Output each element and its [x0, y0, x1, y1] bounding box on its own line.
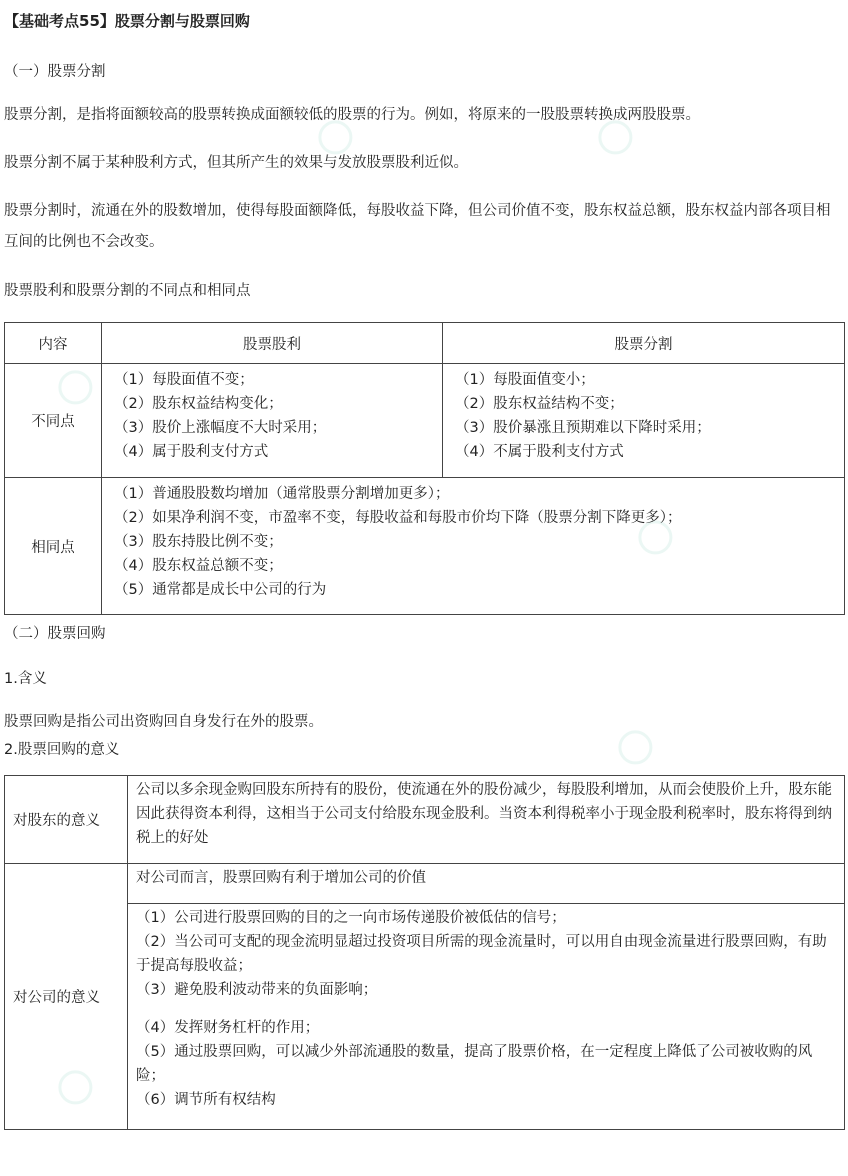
list-item: （2）如果净利润不变，市盈率不变，每股收益和每股市价均下降（股票分割下降更多）；	[114, 510, 682, 526]
shareholder-cell: 公司以多余现金购回股东所持有的股份，使流通在外的股份减少，每股股利增加，从而会使股价上升，股东能因此获得资本利得，这相当于公司支付给股东现金股利。当资本利得税率小于现金股利税率时，股东将得到纳税上的好处	[128, 776, 845, 864]
list-item: （1）每股面值不变；	[114, 372, 254, 388]
paragraph: 股票股利和股票分割的不同点和相同点	[4, 283, 251, 299]
watermark	[591, 31, 718, 158]
company-intro-cell: 对公司而言，股票回购有利于增加公司的价值	[128, 864, 845, 904]
split-cell	[443, 364, 845, 478]
row-label-diff: 不同点	[5, 364, 102, 478]
list-item: （1）普通股股数均增加（通常股票分割增加更多）；	[114, 486, 450, 502]
row-label-same: 相同点	[5, 478, 102, 615]
watermark	[311, 31, 438, 158]
row-label-shareholder: 对股东的意义	[5, 776, 128, 864]
subheading: 1.含义	[4, 671, 47, 687]
page-title: 【基础考点55】股票分割与股票回购	[4, 12, 250, 30]
same-cell	[102, 478, 845, 615]
list-item: （3）股价上涨幅度不大时采用；	[114, 420, 327, 436]
list-item: （4）发挥财务杠杆的作用；	[136, 1020, 320, 1036]
paragraph: 股票分割，是指将面额较高的股票转换成面额较低的股票的行为。例如，将原来的一股股票转换成两股股票。	[4, 107, 700, 123]
comparison-table	[4, 322, 845, 615]
list-item: （3）避免股利波动带来的负面影响；	[136, 982, 378, 998]
list-item: （4）不属于股利支付方式	[455, 444, 624, 460]
list-item: （2）当公司可支配的现金流明显超过投资项目所需的现金流量时，可以用自由现金流量进行股票回购，有助于提高每股收益；	[136, 934, 827, 974]
spacer	[136, 1002, 836, 1016]
row-label-company: 对公司的意义	[5, 864, 128, 1130]
section-heading-repurchase: （二）股票回购	[4, 626, 106, 642]
subheading: 2.股票回购的意义	[4, 742, 120, 758]
section-heading-split: （一）股票分割	[4, 64, 106, 80]
company-items-cell	[128, 904, 845, 1130]
list-item: （2）股东权益结构变化；	[114, 396, 283, 412]
list-item: （3）股价暴涨且预期难以下降时采用；	[455, 420, 711, 436]
list-item: （5）通过股票回购，可以减少外部流通股的数量，提高了股票价格，在一定程度上降低了公司被收购的风险；	[136, 1044, 813, 1084]
table-header: 股票分割	[443, 323, 845, 364]
list-item: （2）股东权益结构不变；	[455, 396, 624, 412]
list-item: （3）股东持股比例不变；	[114, 534, 283, 550]
paragraph: 股票分割不属于某种股利方式，但其所产生的效果与发放股票股利近似。	[4, 155, 468, 171]
paragraph: 股票分割时，流通在外的股数增加，使得每股面额降低，每股收益下降，但公司价值不变，股东权益总额，股东权益内部各项目相互间的比例也不会改变。	[4, 203, 831, 250]
list-item: （4）属于股利支付方式	[114, 444, 269, 460]
list-item: （5）通常都是成长中公司的行为	[114, 582, 327, 598]
watermark	[611, 641, 738, 768]
list-item: （1）每股面值变小；	[455, 372, 595, 388]
dividend-cell	[102, 364, 443, 478]
table-header: 内容	[5, 323, 102, 364]
list-item: （1）公司进行股票回购的目的之一向市场传递股价被低估的信号；	[136, 910, 566, 926]
table-header: 股票股利	[102, 323, 443, 364]
paragraph: 股票回购是指公司出资购回自身发行在外的股票。	[4, 714, 323, 730]
list-item: （4）股东权益总额不变；	[114, 558, 283, 574]
significance-table	[4, 775, 845, 1130]
list-item: （6）调节所有权结构	[136, 1092, 276, 1108]
